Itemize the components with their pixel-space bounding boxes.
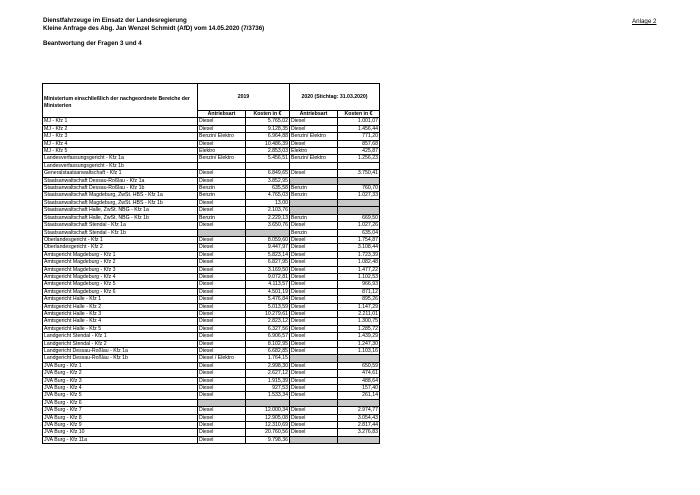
- subheader-kosten-2019: Kosten in €: [246, 111, 290, 118]
- cell-kosten-2019: 2.103,76: [246, 207, 290, 214]
- cell-kosten-2019: 6.906,57: [246, 333, 290, 340]
- cell-vehicle: Amtsgericht Halle - Kfz 3: [43, 310, 198, 317]
- cell-kosten-2020: 895,26: [338, 296, 380, 303]
- table-row: [43, 162, 380, 169]
- cell-kosten-2020: 650,59: [338, 362, 380, 369]
- cell-kosten-2019: 2.998,30: [246, 362, 290, 369]
- cell-kosten-2020: 2.817,44: [338, 422, 380, 429]
- cell-vehicle: Generalstaatsanwaltschaft - Kfz 1: [43, 170, 198, 177]
- cell-antrieb-2019: Diesel: [198, 362, 246, 369]
- table-row: [43, 377, 380, 384]
- cell-kosten-2020: 1.001,07: [338, 118, 380, 125]
- cell-vehicle: MJ - Kfz 1: [43, 118, 198, 125]
- cell-kosten-2019: 8.102,95: [246, 340, 290, 347]
- cell-vehicle: Amtsgericht Magdeburg - Kfz 3: [43, 266, 198, 273]
- cell-kosten-2019: 5.456,51: [246, 155, 290, 162]
- cell-kosten-2019: 5.823,14: [246, 251, 290, 258]
- cell-kosten-2019: 13,00: [246, 199, 290, 206]
- document-section: Beantwortung der Fragen 3 und 4: [43, 40, 142, 47]
- table-row: [43, 177, 380, 184]
- table-row: [43, 303, 380, 310]
- cell-kosten-2020: 261,14: [338, 392, 380, 399]
- cell-kosten-2020: 2.211,01: [338, 310, 380, 317]
- cell-kosten-2020: 871,12: [338, 288, 380, 295]
- cell-vehicle: Oberlandesgericht - Kfz 1: [43, 236, 198, 243]
- table-row: [43, 244, 380, 251]
- table-row: [43, 170, 380, 177]
- table-row: [43, 429, 380, 436]
- cell-antrieb-2019: Diesel: [198, 407, 246, 414]
- cell-antrieb-2020: Benzin: [290, 229, 338, 236]
- cell-antrieb-2019: Elektro: [198, 148, 246, 155]
- cell-antrieb-2020: Benzin: [290, 214, 338, 221]
- cell-antrieb-2019: Diesel: [198, 318, 246, 325]
- cell-antrieb-2020: Diesel: [290, 340, 338, 347]
- cell-antrieb-2020: Diesel: [290, 222, 338, 229]
- subheader-antrieb-2019: Antriebsart: [198, 111, 246, 118]
- cell-kosten-2020: 157,40: [338, 385, 380, 392]
- cell-antrieb-2019: Diesel: [198, 288, 246, 295]
- table-header-row: [43, 84, 380, 111]
- cell-antrieb-2019: Diesel: [198, 392, 246, 399]
- cell-kosten-2020: 474,61: [338, 370, 380, 377]
- cell-vehicle: Amtsgericht Magdeburg - Kfz 2: [43, 259, 198, 266]
- cell-antrieb-2019: Diesel: [198, 118, 246, 125]
- cell-kosten-2020: 1.027,33: [338, 192, 380, 199]
- table-row: [43, 222, 380, 229]
- cell-vehicle: Amtsgericht Halle - Kfz 5: [43, 325, 198, 332]
- table-row: [43, 296, 380, 303]
- cell-kosten-2020: 1.147,29: [338, 303, 380, 310]
- cell-vehicle: JVA Burg - Kfz 2: [43, 370, 198, 377]
- table-row: [43, 355, 380, 362]
- cell-kosten-2020: 1.300,75: [338, 318, 380, 325]
- cell-vehicle: MJ - Kfz 2: [43, 125, 198, 132]
- cell-kosten-2020: 1.285,72: [338, 325, 380, 332]
- cell-antrieb-2020: Elektro: [290, 148, 338, 155]
- cell-vehicle: Landgericht Stendal - Kfz 1: [43, 333, 198, 340]
- cell-kosten-2019: 5.013,59: [246, 303, 290, 310]
- cell-kosten-2019: 2.823,12: [246, 318, 290, 325]
- document-title: Dienstfahrzeuge im Einsatz der Landesregierung: [43, 17, 187, 24]
- cell-vehicle: Staatsanwaltschaft Halle, ZwSt. NBG - Kfz 1b: [43, 214, 198, 221]
- cell-kosten-2020: 1.477,22: [338, 266, 380, 273]
- cell-kosten-2020: 1.247,30: [338, 340, 380, 347]
- cell-kosten-2019: 4.765,03: [246, 192, 290, 199]
- cell-antrieb-2019: Diesel: [198, 251, 246, 258]
- cell-kosten-2020: 635,04: [338, 229, 380, 236]
- cell-kosten-2020: 1.754,87: [338, 236, 380, 243]
- cell-vehicle: Amtsgericht Magdeburg - Kfz 5: [43, 281, 198, 288]
- cell-antrieb-2020: Benzin: [290, 192, 338, 199]
- cell-antrieb-2020: Diesel: [290, 118, 338, 125]
- cell-vehicle: MJ - Kfz 4: [43, 140, 198, 147]
- cell-antrieb-2019: Benzin: [198, 192, 246, 199]
- cell-kosten-2019: 3.650,76: [246, 222, 290, 229]
- cell-antrieb-2019: Diesel: [198, 348, 246, 355]
- table-row: [43, 192, 380, 199]
- cell-kosten-2019: 4.113,57: [246, 281, 290, 288]
- column-header-ministry: Ministerium einschließlich der nachgeordnete Bereiche der Ministerien: [43, 84, 198, 118]
- cell-kosten-2020: 1.439,29: [338, 333, 380, 340]
- cell-kosten-2019: 6.327,56: [246, 325, 290, 332]
- column-header-2019: 2019: [198, 84, 290, 111]
- cell-antrieb-2020: Benzin/ Elektro: [290, 155, 338, 162]
- cell-kosten-2020: 669,50: [338, 214, 380, 221]
- subheader-kosten-2020: Kosten in €: [338, 111, 380, 118]
- cell-kosten-2019: [246, 399, 290, 406]
- cell-vehicle: Landesverfassungsgericht - Kfz 1a: [43, 155, 198, 162]
- table-row: [43, 125, 380, 132]
- cell-antrieb-2020: Diesel: [290, 251, 338, 258]
- cell-antrieb-2019: Diesel: [198, 303, 246, 310]
- table-row: [43, 422, 380, 429]
- cell-antrieb-2020: Diesel: [290, 318, 338, 325]
- cell-antrieb-2020: Diesel: [290, 422, 338, 429]
- cell-antrieb-2019: Diesel: [198, 222, 246, 229]
- cell-vehicle: Staatsanwaltschaft Dessau-Roßlau - Kfz 1b: [43, 185, 198, 192]
- cell-vehicle: MJ - Kfz 3: [43, 133, 198, 140]
- cell-kosten-2019: 10.486,39: [246, 140, 290, 147]
- cell-antrieb-2019: Diesel: [198, 259, 246, 266]
- cell-antrieb-2020: Diesel: [290, 140, 338, 147]
- cell-vehicle: Amtsgericht Halle - Kfz 2: [43, 303, 198, 310]
- cell-antrieb-2019: [198, 229, 246, 236]
- cell-antrieb-2020: [290, 355, 338, 362]
- cell-antrieb-2019: Diesel: [198, 170, 246, 177]
- cell-antrieb-2019: Diesel: [198, 340, 246, 347]
- cell-antrieb-2020: Diesel: [290, 288, 338, 295]
- table-row: [43, 199, 380, 206]
- cell-antrieb-2019: Benzin: [198, 214, 246, 221]
- cell-antrieb-2020: Diesel: [290, 170, 338, 177]
- subheader-antrieb-2020: Antriebsart: [290, 111, 338, 118]
- cell-antrieb-2020: Diesel: [290, 377, 338, 384]
- cell-antrieb-2020: Diesel: [290, 259, 338, 266]
- cell-vehicle: Landgericht Dessau-Roßlau - Kfz 1a: [43, 348, 198, 355]
- cell-vehicle: Staatsanwaltschaft Stendal - Kfz 1a: [43, 222, 198, 229]
- cell-vehicle: Staatsanwaltschaft Halle, ZwSt. NBG - Kfz 1a: [43, 207, 198, 214]
- cell-kosten-2019: 8.059,60: [246, 236, 290, 243]
- cell-kosten-2020: [338, 355, 380, 362]
- cell-vehicle: JVA Burg - Kfz 3: [43, 377, 198, 384]
- table-row: [43, 288, 380, 295]
- cell-kosten-2019: 9.447,97: [246, 244, 290, 251]
- cell-vehicle: JVA Burg - Kfz 1: [43, 362, 198, 369]
- cell-kosten-2019: 6.827,95: [246, 259, 290, 266]
- table-row: [43, 140, 380, 147]
- cell-antrieb-2020: Diesel: [290, 281, 338, 288]
- table-row: [43, 236, 380, 243]
- cell-kosten-2019: 6.682,85: [246, 348, 290, 355]
- cell-kosten-2019: 1.764,15: [246, 355, 290, 362]
- cell-kosten-2019: 6.964,88: [246, 133, 290, 140]
- cell-antrieb-2020: Diesel: [290, 125, 338, 132]
- table-row: [43, 385, 380, 392]
- cell-vehicle: Staatsanwaltschaft Dessau-Roßlau - Kfz 1a: [43, 177, 198, 184]
- cell-vehicle: JVA Burg - Kfz 6: [43, 399, 198, 406]
- cell-kosten-2020: 3.108,44: [338, 244, 380, 251]
- table-row: [43, 251, 380, 258]
- cell-vehicle: Amtsgericht Magdeburg - Kfz 1: [43, 251, 198, 258]
- cell-kosten-2019: 1.533,34: [246, 392, 290, 399]
- cell-kosten-2019: 927,53: [246, 385, 290, 392]
- table-row: [43, 333, 380, 340]
- cell-kosten-2020: [338, 177, 380, 184]
- table-row: [43, 273, 380, 280]
- cell-kosten-2019: 6.849,65: [246, 170, 290, 177]
- cell-antrieb-2019: Diesel: [198, 140, 246, 147]
- table-row: [43, 155, 380, 162]
- cell-antrieb-2019: Diesel: [198, 414, 246, 421]
- cell-kosten-2020: 771,20: [338, 133, 380, 140]
- cell-vehicle: Amtsgericht Halle - Kfz 4: [43, 318, 198, 325]
- cell-vehicle: MJ - Kfz 5: [43, 148, 198, 155]
- cell-antrieb-2020: Diesel: [290, 296, 338, 303]
- cell-antrieb-2020: Diesel: [290, 370, 338, 377]
- cell-vehicle: Amtsgericht Halle - Kfz 1: [43, 296, 198, 303]
- cell-kosten-2019: [246, 229, 290, 236]
- cell-antrieb-2019: Diesel / Elektro: [198, 355, 246, 362]
- table-row: [43, 185, 380, 192]
- cell-kosten-2020: 1.082,48: [338, 259, 380, 266]
- cell-antrieb-2020: Diesel: [290, 392, 338, 399]
- cell-vehicle: JVA Burg - Kfz 7: [43, 407, 198, 414]
- cell-vehicle: JVA Burg - Kfz 9: [43, 422, 198, 429]
- cell-vehicle: Landesverfassungsgericht - Kfz 1b: [43, 162, 198, 169]
- cell-antrieb-2019: Benzin: [198, 185, 246, 192]
- cell-vehicle: Staatsanwaltschaft Stendal - Kfz 1b: [43, 229, 198, 236]
- cell-antrieb-2020: Diesel: [290, 333, 338, 340]
- cell-antrieb-2020: Diesel: [290, 429, 338, 436]
- cell-antrieb-2019: Diesel: [198, 281, 246, 288]
- cell-antrieb-2020: Diesel: [290, 244, 338, 251]
- table-row: [43, 407, 380, 414]
- cell-kosten-2019: 20.760,56: [246, 429, 290, 436]
- cell-antrieb-2019: Diesel: [198, 207, 246, 214]
- cell-kosten-2019: 9.128,35: [246, 125, 290, 132]
- cell-kosten-2020: 1.723,39: [338, 251, 380, 258]
- cell-kosten-2020: 488,64: [338, 377, 380, 384]
- cell-antrieb-2019: Diesel: [198, 429, 246, 436]
- cell-antrieb-2020: Diesel: [290, 266, 338, 273]
- cell-antrieb-2020: [290, 207, 338, 214]
- cell-antrieb-2019: Benzin/ Elektro: [198, 155, 246, 162]
- cell-antrieb-2019: Diesel: [198, 385, 246, 392]
- cell-kosten-2020: [338, 399, 380, 406]
- cell-vehicle: Amtsgericht Magdeburg - Kfz 6: [43, 288, 198, 295]
- cell-kosten-2020: 3.054,43: [338, 414, 380, 421]
- cell-kosten-2019: 9.798,36: [246, 436, 290, 443]
- cell-antrieb-2019: Diesel: [198, 325, 246, 332]
- cell-antrieb-2019: [198, 162, 246, 169]
- cell-antrieb-2019: Diesel: [198, 377, 246, 384]
- cell-antrieb-2019: Diesel: [198, 236, 246, 243]
- cell-antrieb-2020: Diesel: [290, 303, 338, 310]
- cell-antrieb-2019: Diesel: [198, 177, 246, 184]
- cell-kosten-2020: 425,87: [338, 148, 380, 155]
- cell-kosten-2019: [246, 162, 290, 169]
- cell-antrieb-2019: Diesel: [198, 266, 246, 273]
- cell-kosten-2019: 2.853,03: [246, 148, 290, 155]
- table-row: [43, 340, 380, 347]
- cell-antrieb-2019: Diesel: [198, 199, 246, 206]
- cell-kosten-2019: 4.501,19: [246, 288, 290, 295]
- cell-antrieb-2020: Diesel: [290, 273, 338, 280]
- cell-kosten-2019: 635,58: [246, 185, 290, 192]
- table-row: [43, 259, 380, 266]
- table-row: [43, 118, 380, 125]
- cell-antrieb-2019: Diesel: [198, 333, 246, 340]
- cell-kosten-2020: 966,93: [338, 281, 380, 288]
- cell-kosten-2020: 1.256,23: [338, 155, 380, 162]
- cell-kosten-2019: 9.072,81: [246, 273, 290, 280]
- table-row: [43, 399, 380, 406]
- cell-kosten-2019: 12.905,08: [246, 414, 290, 421]
- cell-kosten-2020: 1.102,53: [338, 273, 380, 280]
- cell-antrieb-2019: Diesel: [198, 370, 246, 377]
- cell-kosten-2019: 5.476,84: [246, 296, 290, 303]
- cell-antrieb-2019: [198, 399, 246, 406]
- table-row: [43, 266, 380, 273]
- column-header-2020: 2020 (Stichtag: 31.03.2020): [290, 84, 380, 111]
- table-row: [43, 229, 380, 236]
- cell-antrieb-2019: Diesel: [198, 244, 246, 251]
- cell-antrieb-2020: Diesel: [290, 385, 338, 392]
- cell-kosten-2020: 3.750,41: [338, 170, 380, 177]
- table-row: [43, 281, 380, 288]
- cell-kosten-2019: 5.765,02: [246, 118, 290, 125]
- cell-antrieb-2019: Diesel: [198, 296, 246, 303]
- table-row: [43, 148, 380, 155]
- table-row: [43, 133, 380, 140]
- cell-antrieb-2020: [290, 177, 338, 184]
- cell-kosten-2020: 1.103,16: [338, 348, 380, 355]
- table-row: [43, 207, 380, 214]
- table-row: [43, 362, 380, 369]
- table-row: [43, 414, 380, 421]
- attachment-label: Anlage 2: [632, 18, 657, 25]
- cell-antrieb-2019: Diesel: [198, 436, 246, 443]
- cell-antrieb-2020: [290, 436, 338, 443]
- cell-antrieb-2019: Diesel: [198, 125, 246, 132]
- cell-kosten-2020: 857,68: [338, 140, 380, 147]
- cell-kosten-2019: 2.627,12: [246, 370, 290, 377]
- cell-kosten-2019: 10.279,61: [246, 310, 290, 317]
- cell-vehicle: Landgericht Dessau-Roßlau - Kfz 1b: [43, 355, 198, 362]
- cell-vehicle: JVA Burg - Kfz 11a: [43, 436, 198, 443]
- cell-antrieb-2020: Diesel: [290, 414, 338, 421]
- vehicle-cost-table: [42, 83, 380, 444]
- cell-antrieb-2020: Diesel: [290, 236, 338, 243]
- cell-vehicle: JVA Burg - Kfz 5: [43, 392, 198, 399]
- cell-kosten-2020: 1.456,44: [338, 125, 380, 132]
- cell-kosten-2020: [338, 207, 380, 214]
- table-row: [43, 318, 380, 325]
- cell-kosten-2020: 1.027,26: [338, 222, 380, 229]
- cell-kosten-2019: 3.169,50: [246, 266, 290, 273]
- cell-vehicle: Amtsgericht Magdeburg - Kfz 4: [43, 273, 198, 280]
- table-row: [43, 348, 380, 355]
- cell-antrieb-2020: Diesel: [290, 310, 338, 317]
- cell-antrieb-2020: Diesel: [290, 325, 338, 332]
- cell-vehicle: JVA Burg - Kfz 4: [43, 385, 198, 392]
- cell-kosten-2019: 2.229,13: [246, 214, 290, 221]
- cell-antrieb-2020: Diesel: [290, 362, 338, 369]
- cell-vehicle: Oberlandesgericht - Kfz 2: [43, 244, 198, 251]
- cell-kosten-2020: 3.276,83: [338, 429, 380, 436]
- cell-kosten-2020: [338, 436, 380, 443]
- cell-antrieb-2019: Diesel: [198, 310, 246, 317]
- cell-kosten-2020: 2.974,77: [338, 407, 380, 414]
- cell-kosten-2020: [338, 199, 380, 206]
- cell-vehicle: Landgericht Stendal - Kfz 2: [43, 340, 198, 347]
- table-row: [43, 370, 380, 377]
- cell-antrieb-2020: Diesel: [290, 407, 338, 414]
- table-row: [43, 214, 380, 221]
- table-row: [43, 325, 380, 332]
- cell-kosten-2020: [338, 162, 380, 169]
- cell-vehicle: JVA Burg - Kfz 8: [43, 414, 198, 421]
- cell-kosten-2019: 3.852,95: [246, 177, 290, 184]
- cell-antrieb-2020: [290, 199, 338, 206]
- cell-kosten-2020: 760,70: [338, 185, 380, 192]
- cell-kosten-2019: 12.000,34: [246, 407, 290, 414]
- table-row: [43, 436, 380, 443]
- table-row: [43, 392, 380, 399]
- cell-vehicle: JVA Burg - Kfz 10: [43, 429, 198, 436]
- cell-antrieb-2019: Benzin/ Elektro: [198, 133, 246, 140]
- document-subtitle: Kleine Anfrage des Abg. Jan Wenzel Schmidt (AfD) vom 14.05.2020 (7/3736): [43, 25, 265, 32]
- cell-kosten-2019: 1.915,39: [246, 377, 290, 384]
- cell-antrieb-2019: Diesel: [198, 422, 246, 429]
- cell-antrieb-2019: Diesel: [198, 273, 246, 280]
- cell-antrieb-2020: [290, 162, 338, 169]
- cell-antrieb-2020: Benzin: [290, 185, 338, 192]
- table-row: [43, 310, 380, 317]
- cell-kosten-2019: 12.310,69: [246, 422, 290, 429]
- cell-antrieb-2020: Benzin/ Elektro: [290, 133, 338, 140]
- cell-vehicle: Staatsanwaltschaft Magdeburg, ZwSt. HBS - Kfz 1b: [43, 199, 198, 206]
- cell-vehicle: Staatsanwaltschaft Magdeburg, ZwSt. HBS - Kfz 1a: [43, 192, 198, 199]
- cell-antrieb-2020: Diesel: [290, 348, 338, 355]
- cell-antrieb-2020: [290, 399, 338, 406]
